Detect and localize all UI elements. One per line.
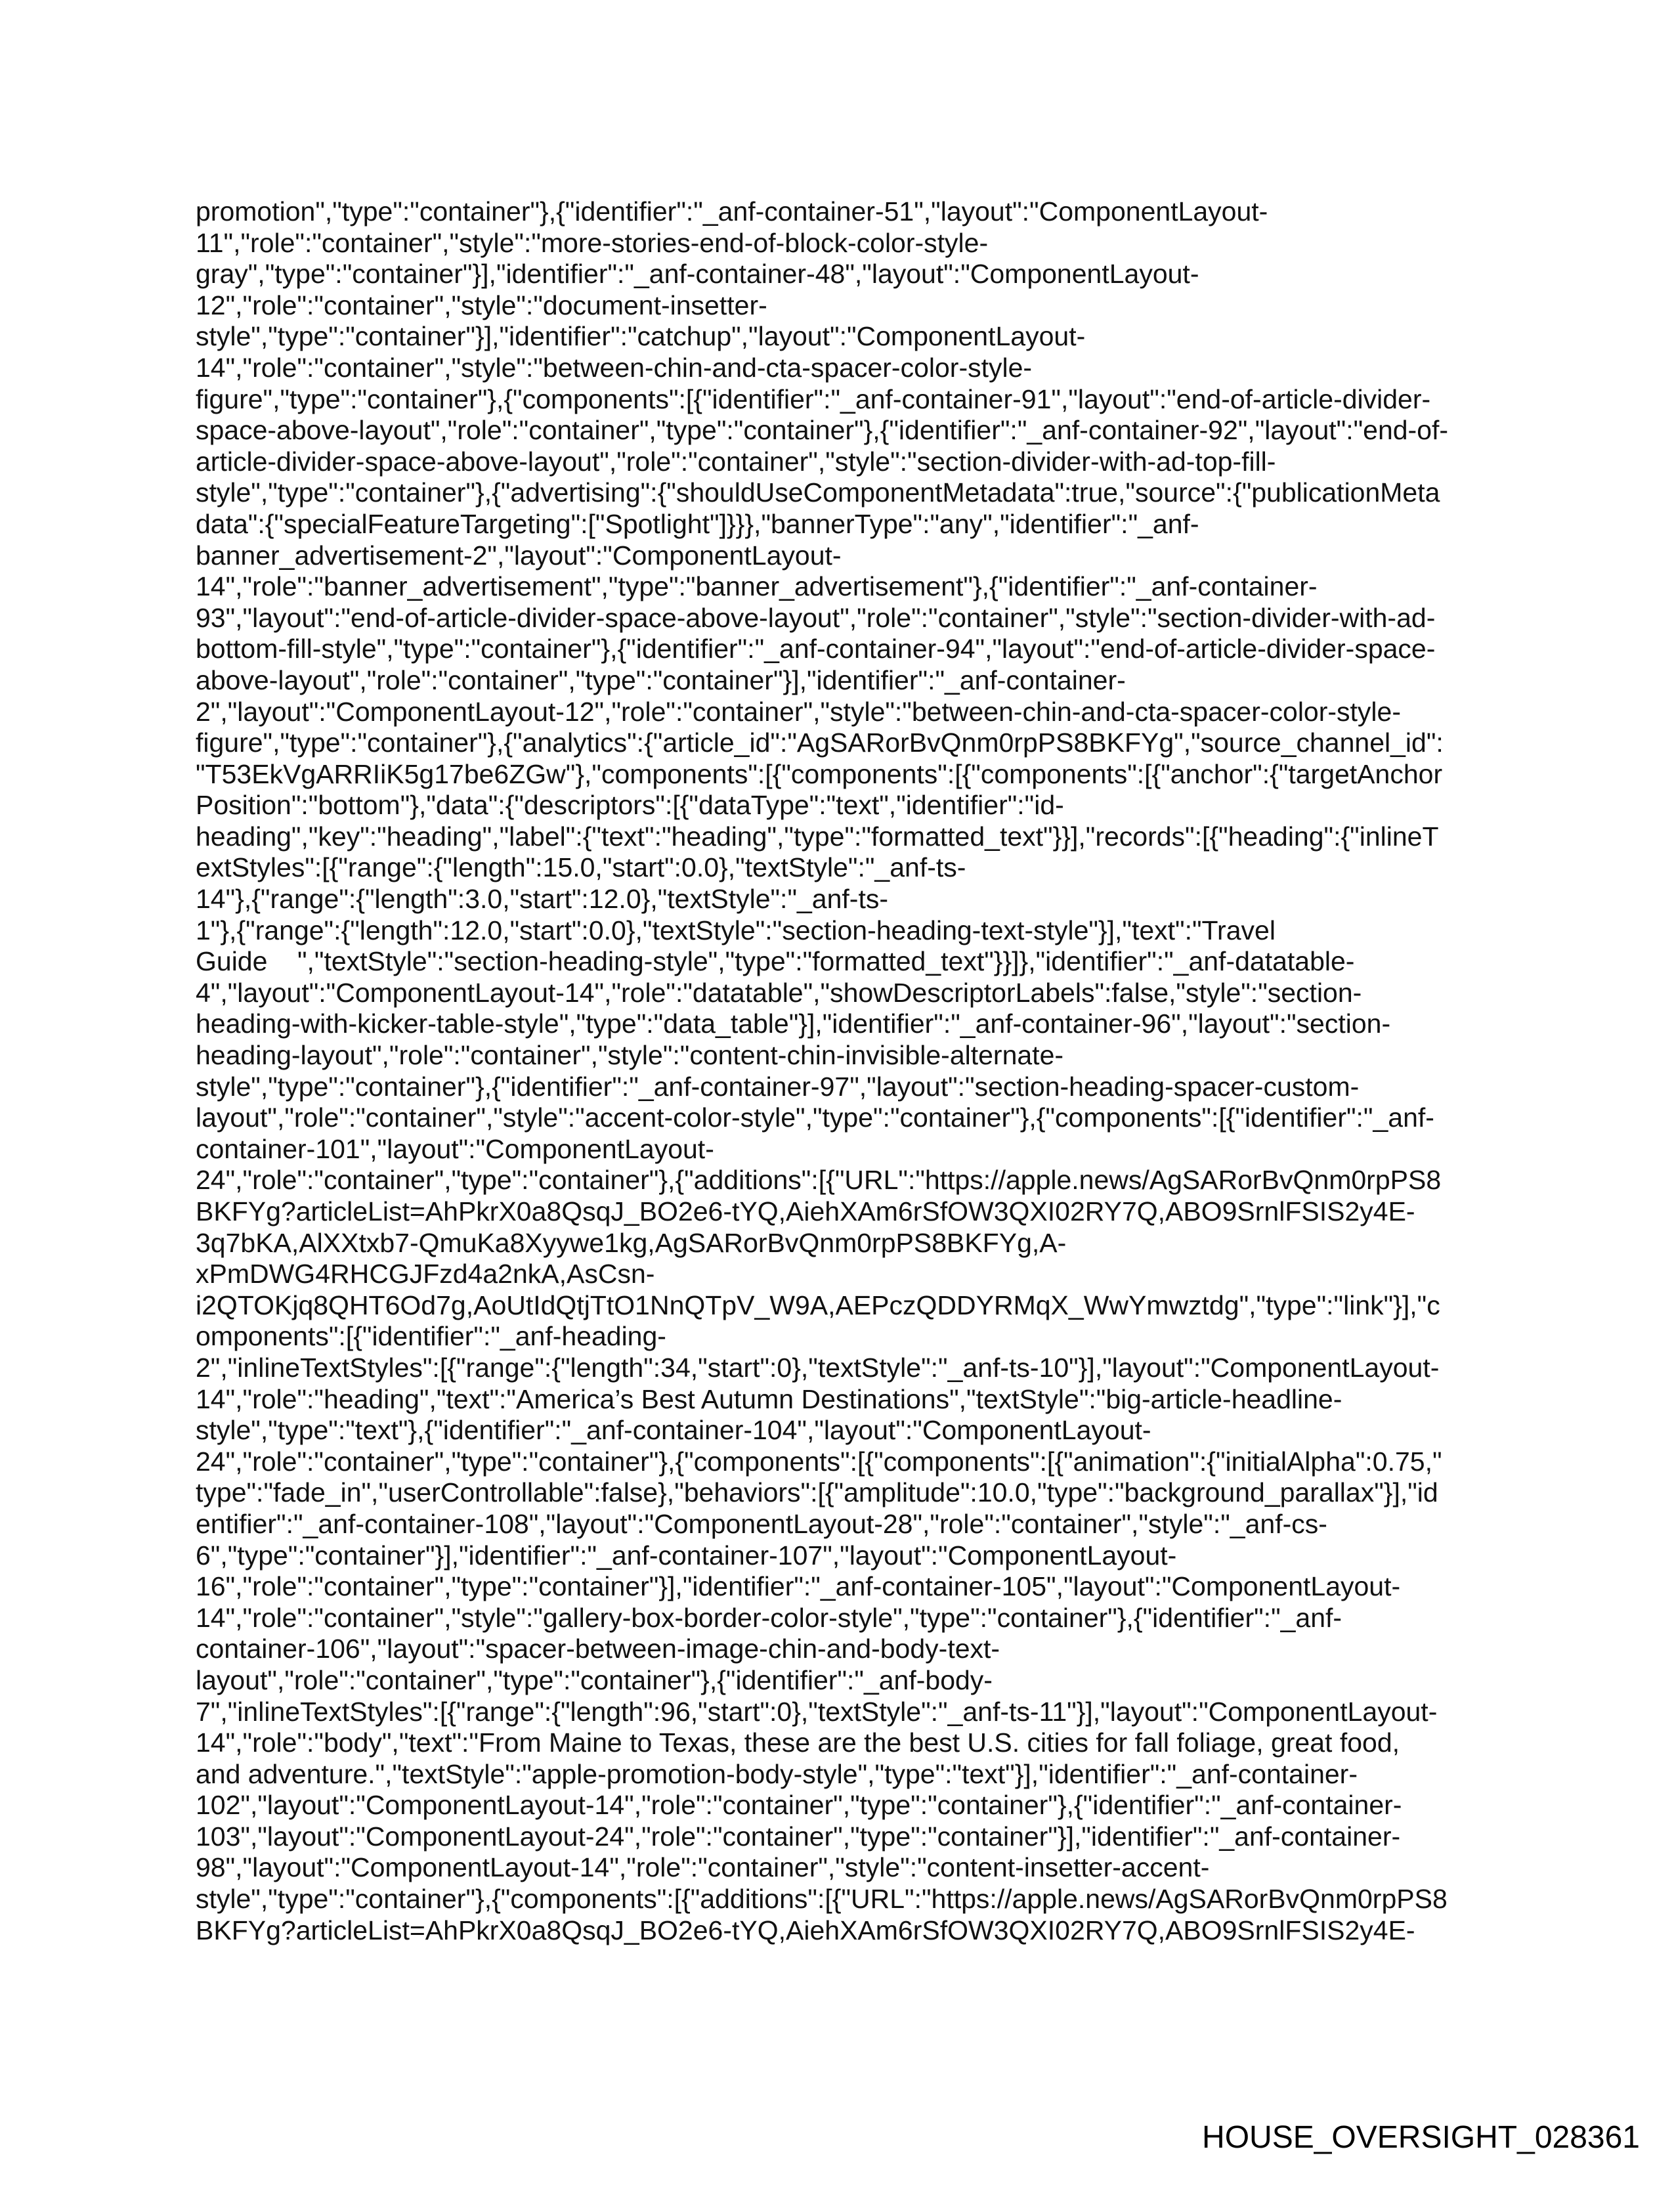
text-line: data":{"specialFeatureTargeting":["Spotlight"]}}},"bannerType":"any","identifier":"_anf- (196, 508, 1199, 539)
text-line: 14","role":"banner_advertisement","type":"banner_advertisement"},{"identifier":"_anf-container- (196, 571, 1318, 602)
text-line: article-divider-space-above-layout","role":"container","style":"section-divider-with-ad-top-fill- (196, 446, 1276, 477)
text-line: style","type":"text"},{"identifier":"_anf-container-104","layout":"ComponentLayout- (196, 1415, 1151, 1446)
text-line: 12","role":"container","style":"document-insetter- (196, 290, 767, 320)
text-line: gray","type":"container"}],"identifier":"_anf-container-48","layout":"ComponentLayout- (196, 259, 1199, 290)
text-line: 14"},{"range":{"length":3.0,"start":12.0},"textStyle":"_anf-ts- (196, 884, 888, 915)
text-line: entifier":"_anf-container-108","layout":"ComponentLayout-28","role":"container","style":"_anf-cs- (196, 1508, 1327, 1539)
text-line: 2","inlineTextStyles":[{"range":{"length":34,"start":0},"textStyle":"_anf-ts-10"}],"layout":"ComponentLayout- (196, 1352, 1440, 1383)
text-line: omponents":[{"identifier":"_anf-heading- (196, 1321, 666, 1352)
text-line: heading","key":"heading","label":{"text":"heading","type":"formatted_text"}}],"records":[{"heading":{"inlineT (196, 821, 1439, 852)
document-body-text (196, 196, 1482, 1946)
text-line: 14","role":"heading","text":"America’s Best Autumn Destinations","textStyle":"big-article-headline- (196, 1383, 1342, 1414)
text-line: xPmDWG4RHCGJFzd4a2nkA,AsCsn- (196, 1259, 655, 1290)
text-line: 103","layout":"ComponentLayout-24","role":"container","type":"container"}],"identifier":"_anf-container- (196, 1821, 1401, 1852)
text-line: 98","layout":"ComponentLayout-14","role":"container","style":"content-insetter-accent- (196, 1852, 1210, 1883)
text-line: 93","layout":"end-of-article-divider-space-above-layout","role":"container","style":"section-divider-with-ad- (196, 602, 1436, 633)
text-line: and adventure.","textStyle":"apple-promotion-body-style","type":"text"}],"identifier":"_anf-container- (196, 1758, 1358, 1789)
text-line: "T53EkVgARRIiK5g17be6ZGw"},"components":[{"components":[{"components":[{"anchor":{"targetAnchor (196, 758, 1443, 789)
text-line: style","type":"container"},{"identifier":"_anf-container-97","layout":"section-heading-spacer-custom- (196, 1071, 1360, 1102)
text-line: 3q7bKA,AlXXtxb7-QmuKa8Xyywe1kg,AgSARorBvQnm0rpPS8BKFYg,A- (196, 1227, 1067, 1258)
text-line: 7","inlineTextStyles":[{"range":{"length":96,"start":0},"textStyle":"_anf-ts-11"}],"layout":"ComponentLayout- (196, 1696, 1438, 1727)
text-line: Position":"bottom"},"data":{"descriptors":[{"dataType":"text","identifier":"id- (196, 790, 1064, 821)
text-line: i2QTOKjq8QHT6Od7g,AoUtIdQtjTtO1NnQTpV_W9A,AEPczQDDYRMqX_WwYmwztdg","type":"link"}],"c (196, 1290, 1440, 1320)
text-line: BKFYg?articleList=AhPkrX0a8QsqJ_BO2e6-tYQ,AiehXAm6rSfOW3QXI02RY7Q,ABO9SrnlFSIS2y4E- (196, 1196, 1415, 1226)
text-line: style","type":"container"},{"advertising":{"shouldUseComponentMetadata":true,"source":{"publicationMeta (196, 477, 1440, 508)
text-line: layout","role":"container","style":"accent-color-style","type":"container"},{"components":[{"identifier":"_anf- (196, 1102, 1434, 1133)
text-line: 2","layout":"ComponentLayout-12","role":"container","style":"between-chin-and-cta-spacer-color-style- (196, 696, 1401, 727)
text-line: style","type":"container"},{"components":[{"additions":[{"URL":"https://apple.news/AgSARorBvQnm0rpPS8 (196, 1884, 1448, 1915)
text-line: extStyles":[{"range":{"length":15.0,"start":0.0},"textStyle":"_anf-ts- (196, 852, 966, 883)
text-line: 24","role":"container","type":"container"},{"additions":[{"URL":"https://apple.news/AgSARorBvQnm0rpPS8 (196, 1165, 1442, 1196)
text-line: 11","role":"container","style":"more-stories-end-of-block-color-style- (196, 227, 989, 258)
text-line: heading-with-kicker-table-style","type":"data_table"}],"identifier":"_anf-container-96","layout":"section- (196, 1008, 1391, 1039)
text-line: 1"},{"range":{"length":12.0,"start":0.0},"textStyle":"section-heading-text-style"}],"text":"Travel (196, 915, 1276, 945)
text-line: style","type":"container"}],"identifier":"catchup","layout":"ComponentLayout- (196, 321, 1086, 352)
text-line: 16","role":"container","type":"container"}],"identifier":"_anf-container-105","layout":"ComponentLayout- (196, 1571, 1401, 1602)
text-line: 102","layout":"ComponentLayout-14","role":"container","type":"container"},{"identifier":"_anf-container- (196, 1790, 1402, 1821)
text-line: 14","role":"container","style":"between-chin-and-cta-spacer-color-style- (196, 352, 1033, 383)
text-line: above-layout","role":"container","type":"container"}],"identifier":"_anf-container- (196, 664, 1126, 695)
bates-number-footer: HOUSE_OVERSIGHT_028361 (1202, 2120, 1640, 2155)
text-line: figure","type":"container"},{"analytics":{"article_id":"AgSARorBvQnm0rpPS8BKFYg","source_channel_id": (196, 727, 1444, 758)
text-line: layout","role":"container","type":"container"},{"identifier":"_anf-body- (196, 1664, 993, 1695)
text-line: type":"fade_in","userControllable":false},"behaviors":[{"amplitude":10.0,"type":"background_parallax"}],"id (196, 1477, 1438, 1508)
text-line: Guide ","textStyle":"section-heading-style","type":"formatted_text"}}]},"identifier":"_anf-datatable- (196, 946, 1355, 977)
text-line: space-above-layout","role":"container","type":"container"},{"identifier":"_anf-container-92","layout":"end-of- (196, 415, 1449, 446)
text-line: 14","role":"body","text":"From Maine to Texas, these are the best U.S. cities for fall foliage, great food, (196, 1727, 1400, 1758)
text-line: BKFYg?articleList=AhPkrX0a8QsqJ_BO2e6-tYQ,AiehXAm6rSfOW3QXI02RY7Q,ABO9SrnlFSIS2y4E- (196, 1915, 1415, 1945)
text-line: 24","role":"container","type":"container"},{"components":[{"components":[{"animation":{"initialAlpha":0.75," (196, 1446, 1442, 1477)
text-line: bottom-fill-style","type":"container"},{"identifier":"_anf-container-94","layout":"end-of-article-divider-space- (196, 634, 1436, 664)
text-line: promotion","type":"container"},{"identifier":"_anf-container-51","layout":"ComponentLayout- (196, 196, 1268, 227)
text-line: 4","layout":"ComponentLayout-14","role":"datatable","showDescriptorLabels":false,"style":"section- (196, 977, 1362, 1008)
text-line: heading-layout","role":"container","style":"content-chin-invisible-alternate- (196, 1040, 1064, 1071)
text-line: figure","type":"container"},{"components":[{"identifier":"_anf-container-91","layout":"end-of-article-divider- (196, 383, 1431, 414)
text-line: banner_advertisement-2","layout":"ComponentLayout- (196, 540, 842, 571)
text-line: container-106","layout":"spacer-between-image-chin-and-body-text- (196, 1634, 1000, 1664)
text-line: 14","role":"container","style":"gallery-box-border-color-style","type":"container"},{"identifier":"_anf- (196, 1602, 1342, 1633)
text-line: container-101","layout":"ComponentLayout- (196, 1133, 714, 1164)
text-line: 6","type":"container"}],"identifier":"_anf-container-107","layout":"ComponentLayout- (196, 1540, 1177, 1571)
